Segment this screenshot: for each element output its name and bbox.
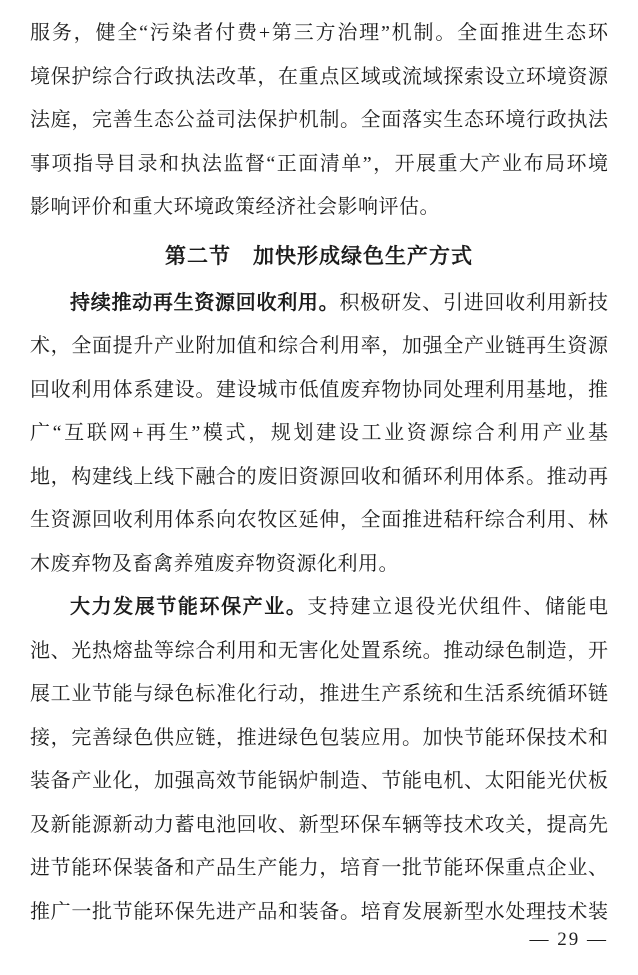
text-line: 接，完善绿色供应链，推进绿色包装应用。加快节能环保技术和 (30, 726, 608, 749)
text-line: 事项指导目录和执法监督“正面清单”，开展重大产业布局环境 (30, 152, 608, 175)
page-number: — 29 — (529, 929, 608, 950)
paragraph-continuation (30, 12, 608, 230)
text-line: 广“互联网+再生”模式，规划建设工业资源综合利用产业基 (30, 422, 608, 444)
text-line: 池、光热熔盐等综合利用和无害化处置系统。推动绿色制造，开 (30, 639, 608, 662)
text-line: 进节能环保装备和产品生产能力，培育一批节能环保重点企业、 (30, 857, 608, 879)
paragraph-lead-bold: 持续推动再生资源回收利用。 (70, 291, 340, 314)
text-line: 术，全面提升产业附加值和综合利用率，加强全产业链再生资源 (30, 335, 608, 357)
section-heading: 第二节 加快形成绿色生产方式 (165, 243, 473, 268)
text-line: 展工业节能与绿色标准化行动，推进生产系统和生活系统循环链 (30, 683, 608, 705)
text-line: 装备产业化，加强高效节能锅炉制造、节能电机、太阳能光伏板 (30, 770, 608, 792)
text-line: 木废弃物及畜禽养殖废弃物资源化利用。 (30, 552, 399, 575)
text-line: 回收利用体系建设。建设城市低值废弃物协同处理利用基地，推 (30, 378, 608, 401)
text-line: 推广一批节能环保先进产品和装备。培育发展新型水处理技术装 (30, 900, 608, 923)
paragraph-first-line (30, 586, 608, 630)
text-line: 服务，健全“污染者付费+第三方治理”机制。全面推进生态环 (30, 22, 608, 44)
text-line: 及新能源新动力蓄电池回收、新型环保车辆等技术攻关，提高先 (30, 813, 608, 836)
text-line: 境保护综合行政执法改革，在重点区域或流域探索设立环境资源 (30, 65, 608, 88)
paragraph-energy-saving (30, 586, 608, 934)
paragraph-first-line-rest: 支持建立退役光伏组件、储能电 (307, 596, 609, 618)
text-line: 地，构建线上线下融合的废旧资源回收和循环利用体系。推动再 (30, 465, 608, 488)
text-line: 生资源回收利用体系向农牧区延伸，全面推进秸秆综合利用、林 (30, 509, 608, 531)
paragraph-recycling (30, 282, 608, 587)
text-line: 影响评价和重大环境政策经济社会影响评估。 (30, 196, 440, 218)
paragraph-first-line-rest: 积极研发、引进回收利用新技 (339, 291, 609, 314)
paragraph-lead-bold: 大力发展节能环保产业。 (70, 596, 308, 618)
paragraph-first-line (30, 282, 608, 326)
text-line: 法庭，完善生态公益司法保护机制。全面落实生态环境行政执法 (30, 109, 608, 131)
